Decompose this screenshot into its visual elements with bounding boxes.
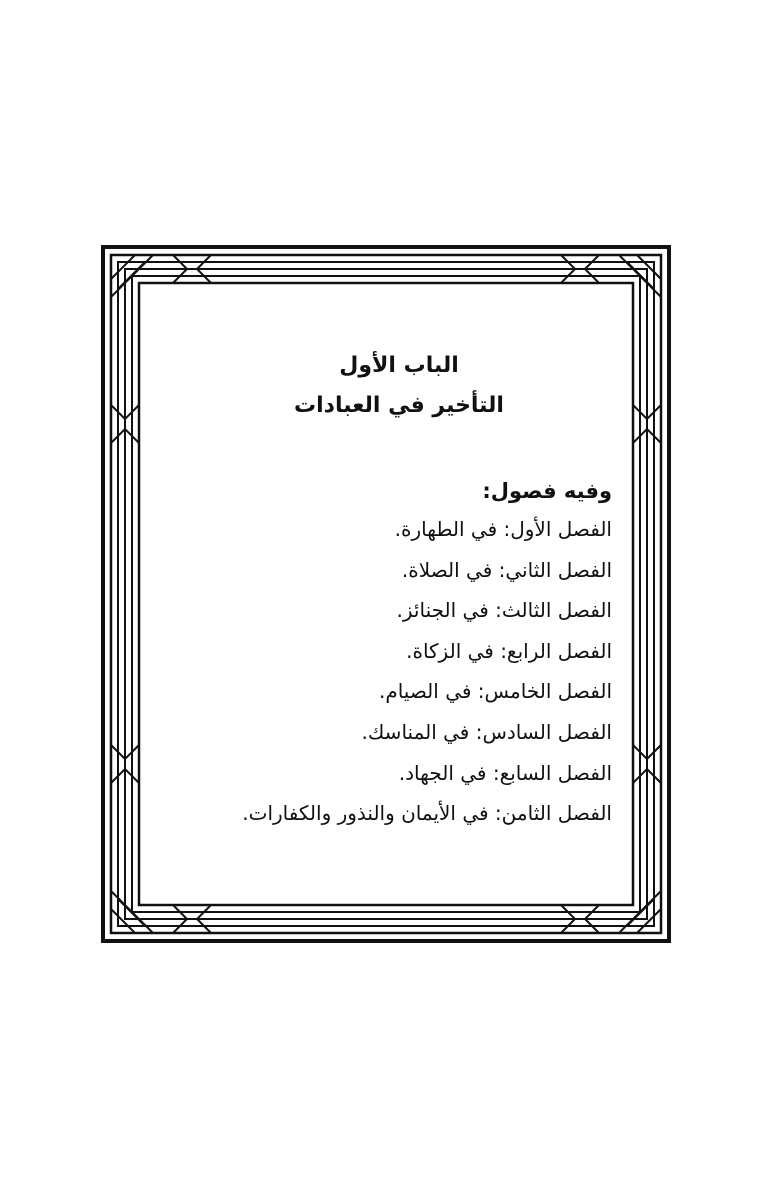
section-item-3: الفصل الثالث: في الجنائز. — [396, 598, 612, 623]
section-list — [242, 519, 612, 844]
sections-intro: وفيه فصول: — [482, 479, 612, 503]
page-content — [140, 285, 628, 905]
section-item-4: الفصل الرابع: في الزكاة. — [406, 638, 612, 663]
chapter-heading: الباب الأول — [339, 353, 459, 378]
section-item-5: الفصل الخامس: في الصيام. — [378, 679, 612, 704]
section-item-1: الفصل الأول: في الطهارة. — [394, 517, 612, 541]
section-item-8: الفصل الثامن: في الأيمان والنذور والكفارات. — [242, 801, 612, 826]
chapter-title: التأخير في العبادات — [294, 393, 504, 418]
section-item-7: الفصل السابع: في الجهاد. — [398, 760, 612, 785]
section-item-6: الفصل السادس: في المناسك. — [361, 719, 612, 744]
section-item-2: الفصل الثاني: في الصلاة. — [401, 557, 612, 582]
